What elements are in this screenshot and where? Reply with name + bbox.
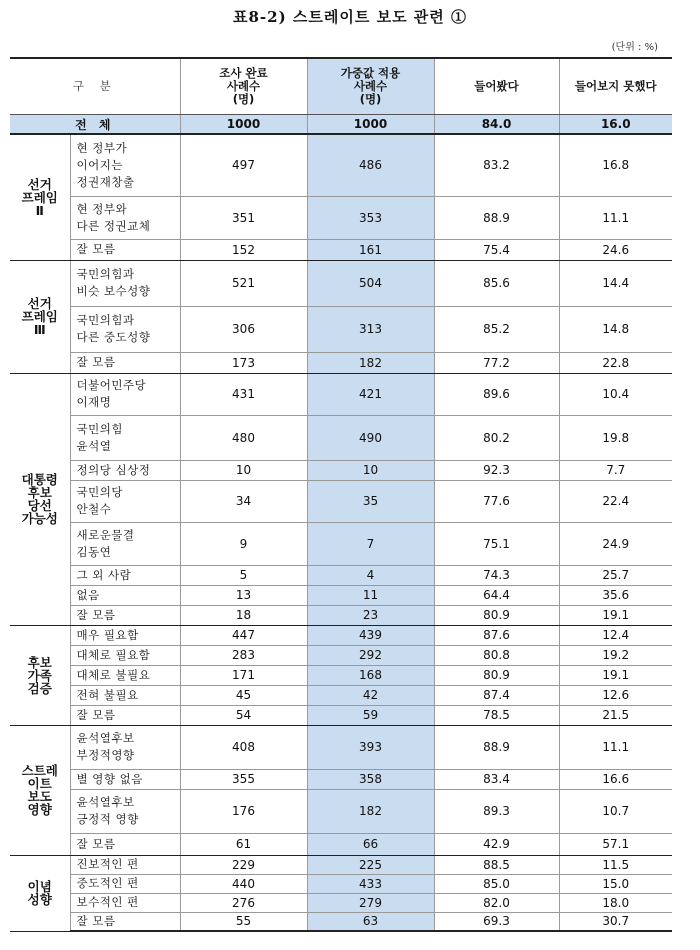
cell-weighted: 490 xyxy=(307,415,434,460)
cell-weighted: 439 xyxy=(307,625,434,645)
cell-heard: 89.3 xyxy=(434,789,559,833)
table-row xyxy=(10,260,672,306)
cell-not-heard: 57.1 xyxy=(559,833,672,855)
row-label: 현 정부가 이어지는 정권재창출 xyxy=(70,134,180,196)
cell-heard: 80.9 xyxy=(434,665,559,685)
cell-heard: 77.2 xyxy=(434,352,559,373)
cell-heard: 87.6 xyxy=(434,625,559,645)
cell-heard: 85.0 xyxy=(434,874,559,893)
cell-weighted: 182 xyxy=(307,352,434,373)
cell-weighted: 11 xyxy=(307,585,434,605)
cell-not-heard: 18.0 xyxy=(559,893,672,912)
cell-weighted: 59 xyxy=(307,705,434,725)
cell-completed: 9 xyxy=(180,522,307,565)
table-row xyxy=(10,415,672,460)
row-label: 잘 모름 xyxy=(70,239,180,260)
cell-weighted: 10 xyxy=(307,460,434,480)
cell-heard: 83.2 xyxy=(434,134,559,196)
total-heard: 84.0 xyxy=(434,115,559,135)
cell-weighted: 63 xyxy=(307,912,434,931)
total-label: 전 체 xyxy=(10,115,180,135)
cell-weighted: 168 xyxy=(307,665,434,685)
cell-not-heard: 24.9 xyxy=(559,522,672,565)
row-label: 국민의당 안철수 xyxy=(70,480,180,522)
cell-heard: 88.5 xyxy=(434,855,559,874)
row-label: 윤석열후보 긍정적 영향 xyxy=(70,789,180,833)
cell-completed: 5 xyxy=(180,565,307,585)
cell-heard: 42.9 xyxy=(434,833,559,855)
cell-heard: 83.4 xyxy=(434,769,559,789)
cell-weighted: 353 xyxy=(307,196,434,239)
header-heard: 들어봤다 xyxy=(434,58,559,115)
group-label: 이념 성향 xyxy=(10,855,70,931)
cell-not-heard: 11.5 xyxy=(559,855,672,874)
row-label: 새로운물결 김동연 xyxy=(70,522,180,565)
table-row xyxy=(10,352,672,373)
header-sample-weighted: 가중값 적용 사례수 (명) xyxy=(307,58,434,115)
cell-heard: 85.2 xyxy=(434,306,559,352)
cell-not-heard: 10.7 xyxy=(559,789,672,833)
table-title: 표8-2) 스트레이트 보도 관련 ① xyxy=(233,8,467,26)
row-label: 매우 필요함 xyxy=(70,625,180,645)
row-label: 잘 모름 xyxy=(70,912,180,931)
cell-not-heard: 24.6 xyxy=(559,239,672,260)
table-row xyxy=(10,585,672,605)
table-row xyxy=(10,705,672,725)
row-label: 윤석열후보 부정적영향 xyxy=(70,725,180,769)
table-row xyxy=(10,373,672,415)
row-label: 잘 모름 xyxy=(70,352,180,373)
cell-weighted: 486 xyxy=(307,134,434,196)
cell-completed: 176 xyxy=(180,789,307,833)
cell-heard: 82.0 xyxy=(434,893,559,912)
table-row xyxy=(10,769,672,789)
cell-not-heard: 19.2 xyxy=(559,645,672,665)
row-label: 없음 xyxy=(70,585,180,605)
row-label: 현 정부와 다른 정권교체 xyxy=(70,196,180,239)
table-row xyxy=(10,893,672,912)
cell-heard: 80.2 xyxy=(434,415,559,460)
cell-completed: 152 xyxy=(180,239,307,260)
cell-not-heard: 30.7 xyxy=(559,912,672,931)
cell-heard: 64.4 xyxy=(434,585,559,605)
table-row xyxy=(10,855,672,874)
cell-not-heard: 19.1 xyxy=(559,605,672,625)
cell-completed: 54 xyxy=(180,705,307,725)
unit-label: (단위 : %) xyxy=(611,42,658,53)
table-row xyxy=(10,605,672,625)
cell-heard: 89.6 xyxy=(434,373,559,415)
table-row xyxy=(10,460,672,480)
cell-weighted: 279 xyxy=(307,893,434,912)
cell-not-heard: 35.6 xyxy=(559,585,672,605)
table-row xyxy=(10,725,672,769)
table-row xyxy=(10,196,672,239)
row-label: 국민의힘과 다른 중도성향 xyxy=(70,306,180,352)
cell-weighted: 66 xyxy=(307,833,434,855)
table-row xyxy=(10,685,672,705)
survey-table xyxy=(10,57,672,932)
cell-heard: 88.9 xyxy=(434,725,559,769)
row-label: 별 영향 없음 xyxy=(70,769,180,789)
cell-not-heard: 15.0 xyxy=(559,874,672,893)
cell-completed: 306 xyxy=(180,306,307,352)
cell-completed: 61 xyxy=(180,833,307,855)
cell-weighted: 393 xyxy=(307,725,434,769)
cell-weighted: 35 xyxy=(307,480,434,522)
cell-not-heard: 12.4 xyxy=(559,625,672,645)
cell-completed: 351 xyxy=(180,196,307,239)
total-not-heard: 16.0 xyxy=(559,115,672,135)
cell-completed: 229 xyxy=(180,855,307,874)
cell-not-heard: 7.7 xyxy=(559,460,672,480)
cell-completed: 45 xyxy=(180,685,307,705)
cell-not-heard: 22.4 xyxy=(559,480,672,522)
cell-heard: 74.3 xyxy=(434,565,559,585)
cell-weighted: 42 xyxy=(307,685,434,705)
total-weighted: 1000 xyxy=(307,115,434,135)
cell-completed: 34 xyxy=(180,480,307,522)
cell-not-heard: 11.1 xyxy=(559,725,672,769)
total-completed: 1000 xyxy=(180,115,307,135)
cell-not-heard: 19.1 xyxy=(559,665,672,685)
cell-not-heard: 11.1 xyxy=(559,196,672,239)
cell-completed: 431 xyxy=(180,373,307,415)
group-label: 스트레 이트 보도 영향 xyxy=(10,725,70,855)
cell-heard: 69.3 xyxy=(434,912,559,931)
row-label: 그 외 사람 xyxy=(70,565,180,585)
cell-heard: 87.4 xyxy=(434,685,559,705)
table-row xyxy=(10,480,672,522)
header-not-heard: 들어보지 못했다 xyxy=(559,58,672,115)
table-row xyxy=(10,645,672,665)
table-row xyxy=(10,134,672,196)
cell-completed: 440 xyxy=(180,874,307,893)
cell-weighted: 313 xyxy=(307,306,434,352)
cell-completed: 13 xyxy=(180,585,307,605)
table-row xyxy=(10,833,672,855)
row-label: 잘 모름 xyxy=(70,705,180,725)
cell-not-heard: 14.8 xyxy=(559,306,672,352)
cell-not-heard: 25.7 xyxy=(559,565,672,585)
cell-heard: 75.1 xyxy=(434,522,559,565)
row-label: 대체로 불필요 xyxy=(70,665,180,685)
cell-not-heard: 16.6 xyxy=(559,769,672,789)
row-label: 정의당 심상정 xyxy=(70,460,180,480)
row-label: 잘 모름 xyxy=(70,833,180,855)
header-category: 구 분 xyxy=(10,58,180,115)
table-row xyxy=(10,522,672,565)
table-row xyxy=(10,665,672,685)
group-label: 대통령 후보 당선 가능성 xyxy=(10,373,70,625)
cell-completed: 10 xyxy=(180,460,307,480)
row-label: 보수적인 편 xyxy=(70,893,180,912)
cell-not-heard: 16.8 xyxy=(559,134,672,196)
cell-completed: 283 xyxy=(180,645,307,665)
cell-not-heard: 22.8 xyxy=(559,352,672,373)
row-label: 국민의힘 윤석열 xyxy=(70,415,180,460)
cell-heard: 78.5 xyxy=(434,705,559,725)
cell-weighted: 23 xyxy=(307,605,434,625)
header-sample-completed: 조사 완료 사례수 (명) xyxy=(180,58,307,115)
cell-not-heard: 14.4 xyxy=(559,260,672,306)
cell-heard: 80.9 xyxy=(434,605,559,625)
cell-completed: 355 xyxy=(180,769,307,789)
cell-completed: 173 xyxy=(180,352,307,373)
cell-weighted: 7 xyxy=(307,522,434,565)
row-label: 전혀 불필요 xyxy=(70,685,180,705)
cell-heard: 77.6 xyxy=(434,480,559,522)
cell-heard: 80.8 xyxy=(434,645,559,665)
group-label: 선거 프레임 Ⅱ xyxy=(10,134,70,260)
table-row xyxy=(10,565,672,585)
cell-weighted: 421 xyxy=(307,373,434,415)
cell-weighted: 433 xyxy=(307,874,434,893)
cell-completed: 497 xyxy=(180,134,307,196)
table-row xyxy=(10,625,672,645)
cell-weighted: 4 xyxy=(307,565,434,585)
row-label: 진보적인 편 xyxy=(70,855,180,874)
row-label: 잘 모름 xyxy=(70,605,180,625)
row-label: 국민의힘과 비슷 보수성향 xyxy=(70,260,180,306)
cell-heard: 92.3 xyxy=(434,460,559,480)
cell-completed: 521 xyxy=(180,260,307,306)
cell-heard: 75.4 xyxy=(434,239,559,260)
cell-weighted: 161 xyxy=(307,239,434,260)
cell-completed: 55 xyxy=(180,912,307,931)
cell-weighted: 182 xyxy=(307,789,434,833)
group-label: 후보 가족 검증 xyxy=(10,625,70,725)
cell-weighted: 358 xyxy=(307,769,434,789)
cell-not-heard: 19.8 xyxy=(559,415,672,460)
table-row xyxy=(10,239,672,260)
total-row xyxy=(10,115,672,135)
header-row xyxy=(10,58,672,115)
cell-completed: 18 xyxy=(180,605,307,625)
cell-completed: 408 xyxy=(180,725,307,769)
table-row xyxy=(10,874,672,893)
cell-completed: 447 xyxy=(180,625,307,645)
cell-heard: 85.6 xyxy=(434,260,559,306)
group-label: 선거 프레임 Ⅲ xyxy=(10,260,70,373)
cell-completed: 276 xyxy=(180,893,307,912)
cell-weighted: 225 xyxy=(307,855,434,874)
table-row xyxy=(10,912,672,931)
cell-not-heard: 10.4 xyxy=(559,373,672,415)
row-label: 중도적인 편 xyxy=(70,874,180,893)
cell-completed: 480 xyxy=(180,415,307,460)
table-row xyxy=(10,789,672,833)
table-row xyxy=(10,306,672,352)
cell-weighted: 292 xyxy=(307,645,434,665)
row-label: 더불어민주당 이재명 xyxy=(70,373,180,415)
cell-weighted: 504 xyxy=(307,260,434,306)
cell-not-heard: 21.5 xyxy=(559,705,672,725)
row-label: 대체로 필요함 xyxy=(70,645,180,665)
cell-heard: 88.9 xyxy=(434,196,559,239)
cell-completed: 171 xyxy=(180,665,307,685)
cell-not-heard: 12.6 xyxy=(559,685,672,705)
